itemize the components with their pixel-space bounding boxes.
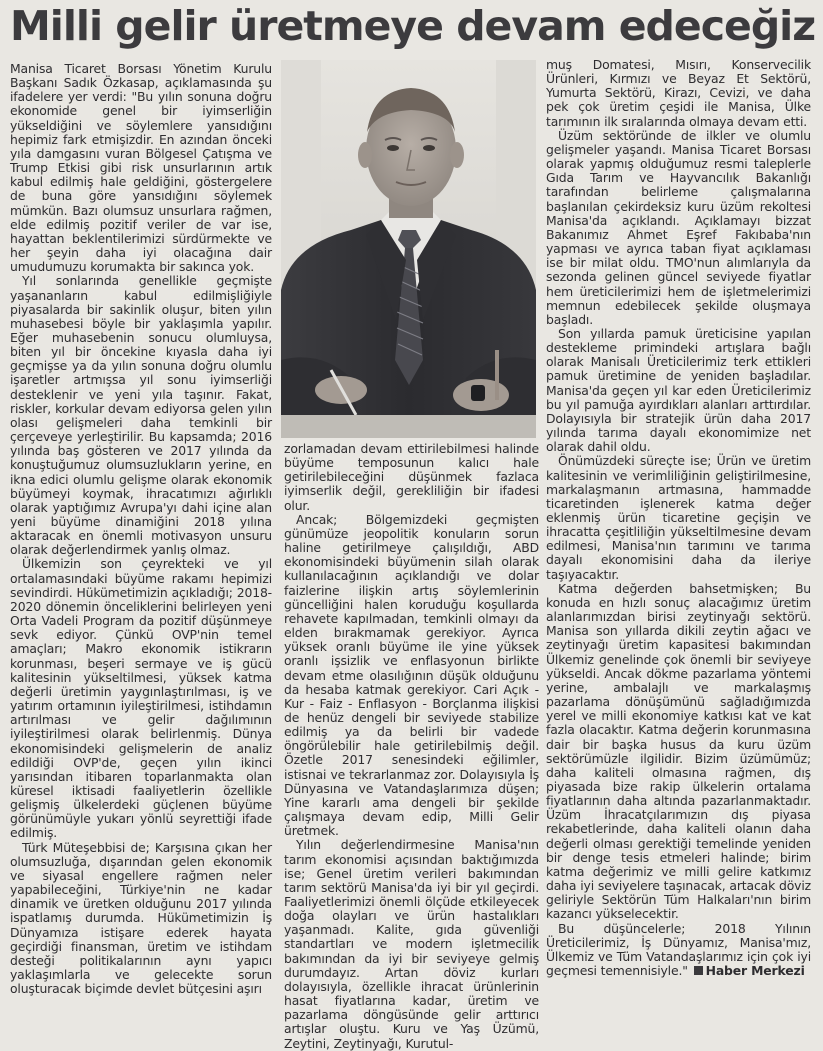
final-paragraph — [546, 922, 811, 979]
article-headline: Milli gelir üretmeye devam edeceğiz — [10, 2, 816, 50]
article-column-1 — [10, 62, 272, 1017]
byline-text: Haber Merkezi — [705, 963, 805, 978]
paragraph: Türk Müteşebbisi de; Karşısına çıkan her olumsuzluğa, dışarından gelen ekonomik ve siyasal engellere rağmen neler yapabileceğini, Türkiye'nin ne kadar dinamik ve üretken olduğunu 2017 yılında ispatlamış durumda. Hükümetimizin İş Dünyamıza istişare ederek hayata geçirdiği finansman, üretim ve istihdam desteği politikalarının aynı yapıcı yaklaşımlarla ve gelecekte sorun oluşturacak biçimde devlet bütçesini aşırı — [10, 839, 272, 997]
byline — [692, 963, 805, 978]
closing-text: Bu düşüncelerle; 2018 Yılının Üreticilerimiz, İş Dünyamız, Manisa'mız, Ülkemiz ve Tüm Vatandaşlarımız için çok iyi geçmesi temennisiyle." — [546, 920, 811, 978]
square-bullet-icon — [694, 966, 703, 975]
paragraph: Üzüm sektöründe de ilkler ve olumlu gelişmeler yaşandı. Manisa Ticaret Borsası olarak yapmış olduğumuz resmi taleplerle Gıda Tarım ve Hayvancılık Bakanlığı tarafından belirleme çalışmalarına başlanılan çekirdeksiz kuru üzüm rekoltesi Manisa'da açıklandı. Açıklamayı bizzat Bakanımız Ahmet Eşref Fakıbaba'nın yapması ve ayrıca taban fiyat açıklaması ise bir milat oldu. TMO'nun alımlarıyla da sezonda gelinen güncel seviyede fiyatlar hem üreticilerimizi hem de işletmelerimizi memnun edebilecek şekilde oluşmaya başladı. — [546, 127, 811, 327]
paragraph: zorlamadan devam ettirilebilmesi halinde büyüme temposunun kalıcı hale getirilebileceğini düşünmek fazlaca iyimserlik değil, gerekliliğin bir ifadesi olur. — [284, 441, 539, 513]
portrait-photo — [281, 60, 536, 438]
paragraph: Yılın değerlendirmesine Manisa'nın tarım ekonomisi açısından baktığımızda ise; Genel üretim verileri bakımından tarım sektörü Manisa'da iyi bir yıl geçirdi. Faaliyetlerimizi önemli ölçüde etkileyecek doğa olayları ve ürün hastalıkları yaşanmadı. Kalite, gıda güvenliği standartları ve modern işletmecilik bakımından da iyi bir seviyeye gelmiş durumdayız. Artan döviz kurları dolayısıyla, özellikle ihracat ürünlerinin hasat fiyatlarına kadar, üretim ve pazarlama döngüsünde gelir arttırıcı artışlar oluştu. Kuru ve Yaş Üzümü, Zeytini, Zeytinyağı, Kurutul- — [284, 837, 539, 1051]
paragraph: Yıl sonlarında genellikle geçmişte yaşananların kabul edilmişliğiyle piyasalarda bir sakinlik oluşur, biten yılın muhasebesi böyle bir yaklaşımla yapılır. Eğer muhasebenin sonucu olumluysa, biten yıl bir öncekine kıyasla daha iyi geçmişse ya da yılın sonuna doğru olumlu işaretler artmışsa yıl sonu iyimserliği desteklenir ve yeni yıla taşınır. Fakat, riskler, korkular devam ediyorsa gelen yılın olası gelişmeleri daha temkinli bir çerçeveye yerleştirilir. Bu kapsamda; 2016 yılında baş gösteren ve 2017 yılında da konuştuğumuz olumsuzlukların yerine, en ikna edici olumlu gelişme olarak ekonomik büyümeyi koymak, ihracatımızı ağırlıklı olarak yaptığımız Avrupa'yı dahi içine alan yeni büyüme dinamiğini 2018 yılına aktaracak en önemli motivasyon unsuru olarak değerlendirmek yanlış olmaz. — [10, 273, 272, 558]
paragraph: muş Domatesi, Mısırı, Konservecilik Ürünleri, Kırmızı ve Beyaz Et Sektörü, Yumurta Sektörü, Kirazı, Cevizi, ve daha pek çok üretim çeşidi ile Manisa, Ülke tarımının ilk sıralarında olmaya devam etti. — [546, 57, 811, 129]
article-column-3 — [546, 58, 811, 1017]
paragraph: Son yıllarda pamuk üreticisine yapılan destekleme primindeki artışlara bağlı olarak Manisalı Üreticilerimiz terk ettikleri pamuk üretimine de yeniden başladılar. Manisa'da geçen yıl kar eden Üreticilerimiz bu yıl pamuğa ayırdıkları alanları arttırdılar. Dolayısıyla bir stratejik ürün daha 2017 yılında tarıma dayalı ekonomimize net olarak dahil oldu. — [546, 325, 811, 455]
article-column-2 — [284, 441, 539, 1051]
paragraph: Katma değerden bahsetmişken; Bu konuda en hızlı sonuç alacağımız üretim alanlarımızdan birisi zeytinyağı sektörü. Manisa son yıllarda dikili zeytin ağacı ve zeytinyağı üretim kapasitesi bakımından Ülkemiz genelinde çok önemli bir seviyeye yükseldi. Ancak dökme pazarlama yöntemi yerine, ambalajlı ve markalaşmış pazarlama dönüşümünü sağladığımızda yerel ve milli ekonomiye katkısı kat ve kat fazla olacaktır. Katma değerin korunmasına dair bir başka husus da kuru üzüm sektörümüzle ilgilidir. Bizim üzümümüz; daha kaliteli olmasına rağmen, dış piyasada bize rakip ülkelerin ortalama fiyatlarının daha altında pazarlanmaktadır. Üzüm İhracatçılarımızın dış piyasa rekabetlerinde, daha kaliteli olanın daha değerli olması gerektiği temelinde yeniden bir denge tesis etmeleri halinde; birim katma değerimiz ve milli gelire katkımız daha iyi seviyelere taşınacak, artacak döviz geliriyle Sektörün Tüm Halkaları'nın birim kazancı yükselecektir. — [546, 580, 811, 922]
portrait-illustration — [281, 60, 536, 438]
paragraph: Ülkemizin son çeyrekteki ve yıl ortalamasındaki büyüme rakamı hepimizi sevindirdi. Hükümetimizin açıkladığı; 2018-2020 dönemin önceliklerini belirleyen yeni Orta Vadeli Program da pozitif düşünmeye sevk ediyor. Çünkü OVP'nin temel amaçları; Makro ekonomik istikrarın korunması, beşeri sermaye ve iş gücü kalitesinin yükseltilmesi, yüksek katma değerli üretimin yaygınlaştırılması, iş ve yatırım ortamının iyileştirilmesi, istihdamın artırılması ve gelir dağılımının iyileştirilmesi olarak belirlenmiş. Dünya ekonomisindeki gelişmelerin de analiz edildiği OVP'de, geçen yılın ikinci yarısından itibaren toparlanmakta olan küresel iktisadi faaliyetlerin özellikle gelişmiş ülkelerdeki güçlenen büyüme görünümüyle yukarı yönlü seyrettiği ifade edilmiş. — [10, 556, 272, 841]
paragraph: Ancak; Bölgemizdeki geçmişten günümüze jeopolitik konuların sorun haline getirilmeye çalışıldığı, ABD ekonomisindeki büyümenin silah olarak kullanılacağının açıklandığı ve dolar faizlerine ilişkin artış söylemlerinin güncelliğini halen koruduğu koşullarda rehavete kapılmadan, temkinli olmayı da elden bırakmamak gerekiyor. Ayrıca yüksek oranlı büyüme ile yine yüksek oranlı işsizlik ve enflasyonun birlikte devam etme olasılığının düşük olduğunu da hesaba katmak gerekiyor. Cari Açık - Kur - Faiz - Enflasyon - Borçlanma ilişkisi de henüz dengeli bir seviyede stabilize edilmiş ya da belirli bir vadede öngörülebilir hale getirilebilmiş değil. Özetle 2017 senesindeki eğilimler, istisnai ve tekrarlanmaz zor. Dolayısıyla İş Dünyasına ve Vatandaşlarımıza düşen; Yine kararlı ama dengeli bir şekilde çalışmaya devam edip, Milli Gelir üretmek. — [284, 511, 539, 839]
paragraph: Manisa Ticaret Borsası Yönetim Kurulu Başkanı Sadık Özkasap, açıklamasında şu ifadelere yer verdi: "Bu yılın sonuna doğru ekonomide genel bir iyimserliğin yükseldiğini ve söylemlere yansıdığını hepimiz fark etmişizdir. En azından önceki yıla damgasını vuran Bölgesel Çatışma ve Trump Etkisi gibi risk unsurlarının artık kabul edilmiş hale geldiğini, göstergelere de buna göre yansıdığını söylemek mümkün. Bazı olumsuz unsurlara rağmen, elde edilmiş pozitif veriler de var ise, hayattan beklentilerimizi sürdürmekte ve her şeyin daha iyi olacağına dair umudumuzu korumakta bir sakınca yok. — [10, 61, 272, 275]
paragraph: Önümüzdeki süreçte ise; Ürün ve üretim kalitesinin ve verimliliğinin geliştirilmesine, markalaşmanın artmasına, hammadde ticaretinden işlenerek katma değer eklenmiş ürün ticaretine geçişin ve ihracatta çeşitliliğin yükseltilmesine devam edilmesi, Manisa'nın tarımını ve tarıma dayalı ekonomisini daha da ileriye taşıyacaktır. — [546, 453, 811, 582]
